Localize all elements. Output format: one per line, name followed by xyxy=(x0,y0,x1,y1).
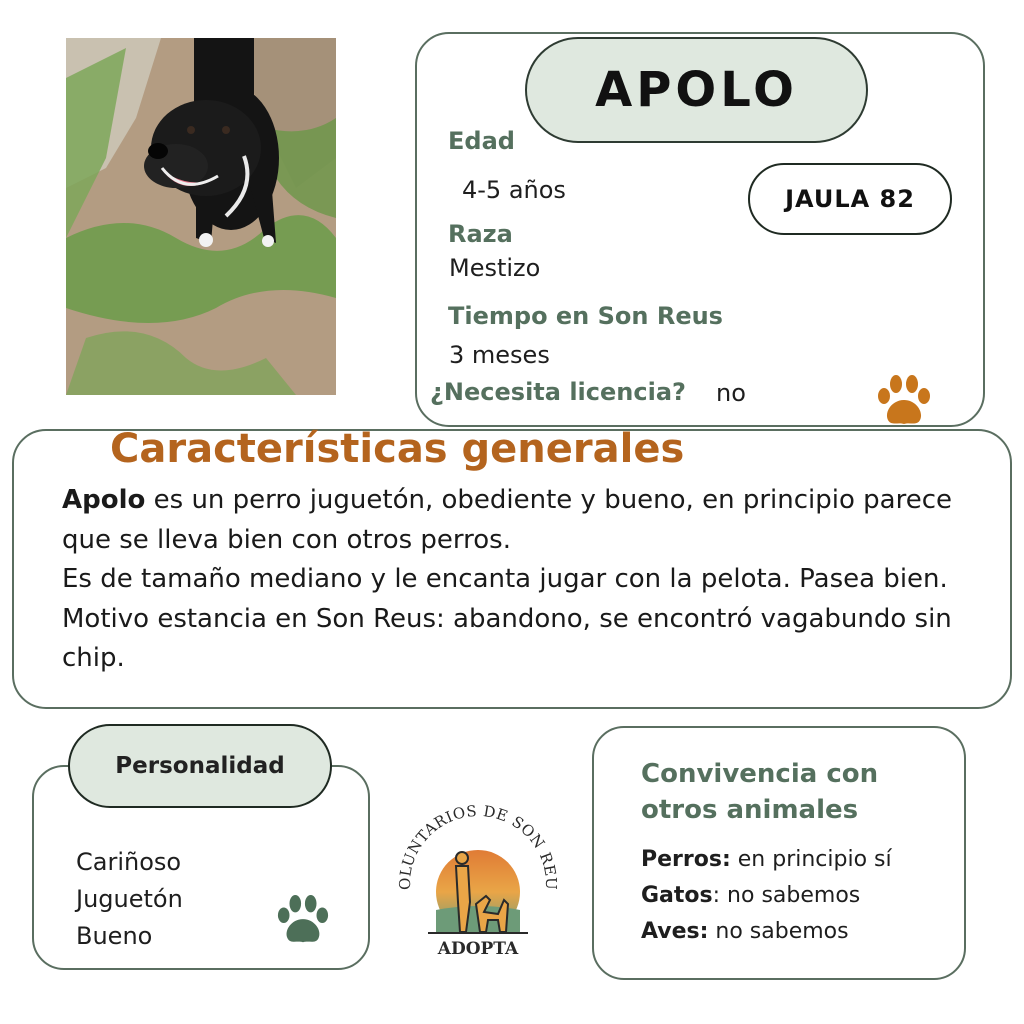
logo-arc-text: OLUNTARIOS DE SON REU xyxy=(395,801,561,891)
license-label: ¿Necesita licencia? xyxy=(430,378,686,406)
list-item xyxy=(641,914,892,950)
personality-title: Personalidad xyxy=(115,753,285,779)
breed-label: Raza xyxy=(448,220,513,248)
characteristics-line-2: Es de tamaño mediano y le encanta jugar con la pelota. Pasea bien. xyxy=(62,564,948,594)
license-value: no xyxy=(716,379,746,407)
list-item: Cariñoso xyxy=(76,848,182,876)
list-item: Bueno xyxy=(76,922,153,950)
time-label: Tiempo en Son Reus xyxy=(448,302,723,330)
list-item: Juguetón xyxy=(76,885,183,913)
breed-value: Mestizo xyxy=(449,254,541,282)
personality-pill xyxy=(68,724,332,808)
coexistence-title-line-1: Convivencia con xyxy=(641,759,879,789)
adopta-logo xyxy=(388,792,568,972)
time-value: 3 meses xyxy=(449,341,550,369)
birds-value: no sabemos xyxy=(708,919,849,944)
name-pill xyxy=(525,37,868,143)
cage-pill xyxy=(748,163,952,235)
cage-number: JAULA 82 xyxy=(785,185,915,213)
birds-label: Aves: xyxy=(641,919,709,944)
paw-icon xyxy=(876,374,932,436)
list-item xyxy=(641,842,892,878)
age-label: Edad xyxy=(448,127,515,155)
paw-icon xyxy=(276,894,330,954)
dog-name-bold: Apolo xyxy=(62,485,146,515)
characteristics-title: Características generales xyxy=(110,426,685,472)
cats-value: : no sabemos xyxy=(712,883,861,908)
dog-photo xyxy=(66,38,336,395)
dogs-value: en principio sí xyxy=(730,847,892,872)
age-value: 4-5 años xyxy=(462,176,566,204)
cats-label: Gatos xyxy=(641,883,713,908)
dog-name: APOLO xyxy=(595,62,798,118)
coexistence-list xyxy=(641,842,892,950)
characteristics-line-3: Motivo estancia en Son Reus: abandono, se encontró vagabundo sin chip. xyxy=(62,603,952,673)
coexistence-title-line-2: otros animales xyxy=(641,795,859,825)
dogs-label: Perros: xyxy=(641,847,731,872)
list-item xyxy=(641,878,892,914)
characteristics-line-1: es un perro juguetón, obediente y bueno, en principio parece que se lleva bien con otros perros. xyxy=(62,485,952,555)
personality-list xyxy=(76,844,183,955)
characteristics-text xyxy=(62,481,992,679)
logo-adopta-text: ADOPTA xyxy=(437,939,519,959)
coexistence-title xyxy=(641,756,878,828)
